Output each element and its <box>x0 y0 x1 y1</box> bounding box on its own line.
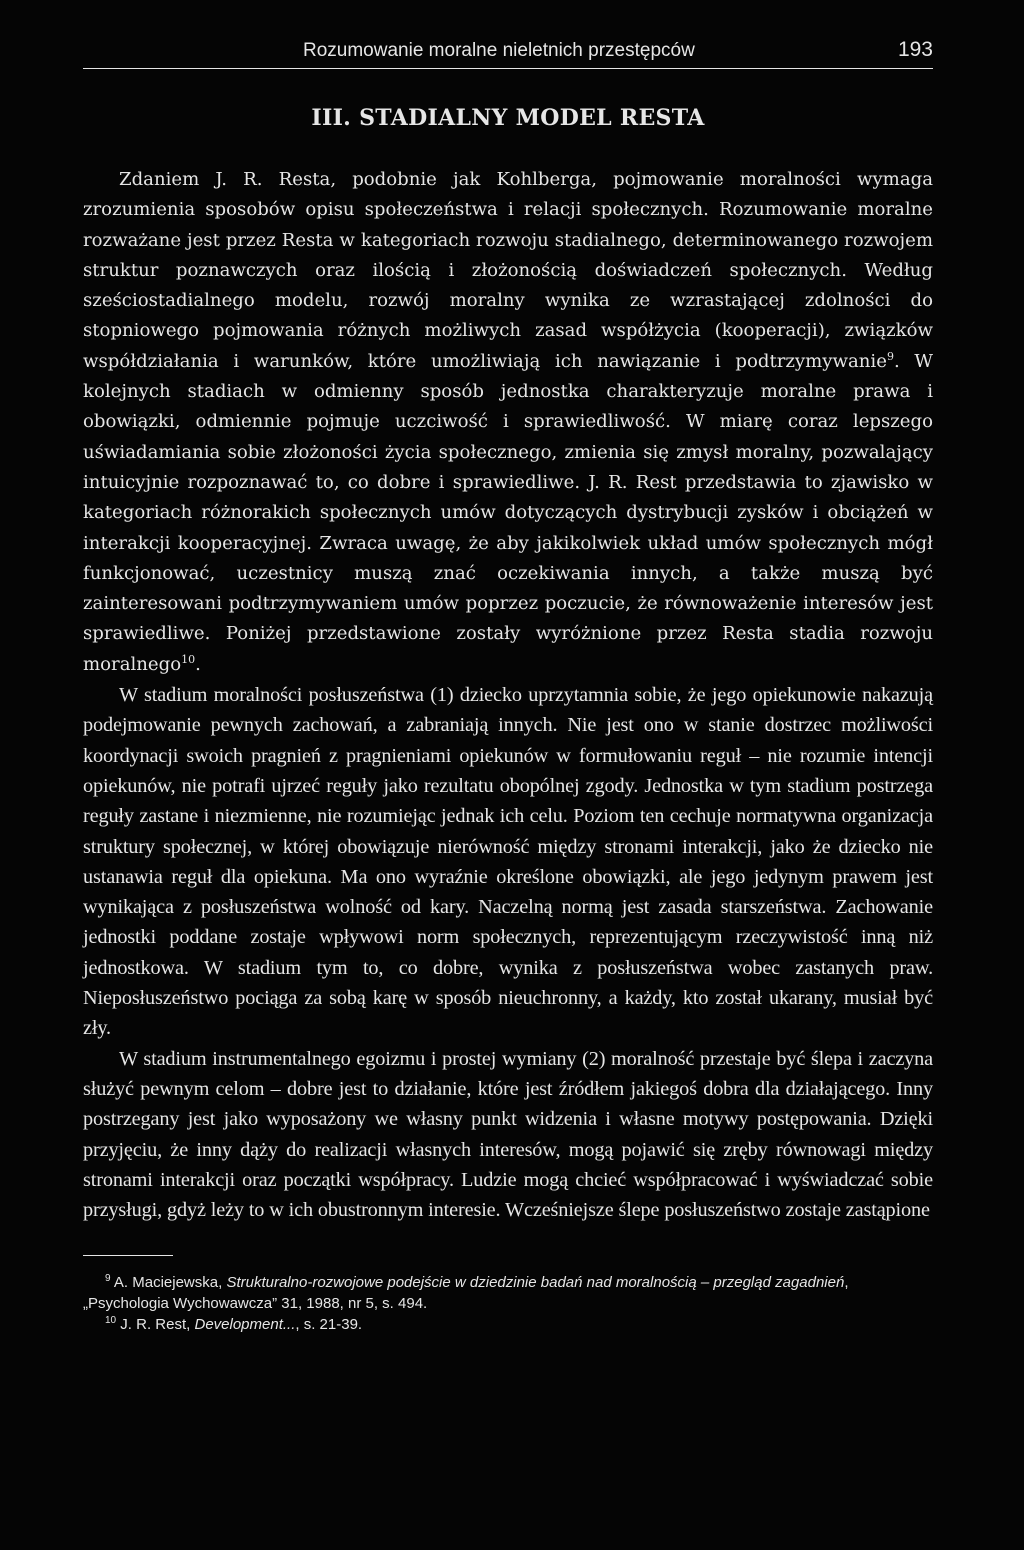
footnote-9 <box>83 1272 933 1314</box>
footnote-source: , s. 21-39. <box>295 1316 363 1334</box>
footnote-source: , „Psychologia Wychowawcza” 31, 1988, nr 5, s. 494. <box>83 1274 849 1313</box>
footnote-author: J. R. Rest, <box>120 1316 195 1334</box>
footnote-author: A. Maciejewska, <box>113 1274 227 1292</box>
paragraph-1-part-2: . W kolejnych stadiach w odmienny sposób jednostka charakteryzuje moralne prawa i obowiązki, odmiennie pojmuje uczciwość i sprawiedliwość. W miarę coraz lepszego uświadamiania sobie złożoności życia społecznego, zmienia się zmysł moralny, pozwalający intuicyjnie rozpoznawać to, co dobre i sprawiedliwe. J. R. Rest przedstawia to zjawisko w kategoriach różnorakich społecznych umów dotyczących dystrybucji zysków i obciążeń w interakcji kooperacyjnej. Zwraca uwagę, że aby jakikolwiek układ umów społecznych mógł funkcjonować, uczestnicy muszą znać oczekiwania innych, a także muszą być zainteresowani podtrzymywaniem umów poprzez poczucie, że równoważenie interesów jest sprawiedliwe. Poniżej przedstawione zostały wyróżnione przez Resta stadia rozwoju moralnego <box>83 350 933 675</box>
running-title: Rozumowanie moralne nieletnich przestępców <box>303 40 695 61</box>
paragraph-1-part-3: . <box>195 653 201 675</box>
footnote-ref-10: 10 <box>181 652 196 666</box>
paragraph-1-part-1: Zdaniem J. R. Resta, podobnie jak Kohlberga, pojmowanie moralności wymaga zrozumienia sposobów opisu społeczeństwa i relacji społecznych. Rozumowanie moralne rozważane jest przez Resta w kategoriach rozwoju stadialnego, determinowanego rozwojem struktur poznawczych oraz ilością i złożonością doświadczeń społecznych. Według sześciostadialnego modelu, rozwój moralny wynika ze wzrastającej zdolności do stopniowego pojmowania różnych możliwych zasad współżycia (kooperacji), związków współdziałania i warunków, które umożliwiają ich nawiązanie i podtrzymywanie <box>83 169 933 372</box>
footnote-ref-9: 9 <box>886 349 894 363</box>
footnote-number: 9 <box>105 1273 111 1285</box>
paragraph-2: W stadium moralności posłuszeństwa (1) dziecko uprzytamnia sobie, że jego opiekunowie nakazują podejmowanie pewnych zachowań, a zabraniają innych. Nie jest ono w stanie dostrzec możliwości koordynacji swoich pragnień z pragnieniami opiekunów w formułowaniu reguł – nie rozumie intencji opiekunów, nie potrafi ujrzeć reguły jako rezultatu obopólnej zgody. Jednostka w tym stadium postrzega reguły zastane i niezmienne, nie rozumiejąc jednak ich celu. Poziom ten cechuje normatywna organizacja struktury społecznej, w której obowiązuje nierówność między stronami interakcji, jako że dziecko nie ustanawia reguł dla opiekuna. Ma ono wyraźnie określone obowiązki, ale jego jedynym prawem jest wynikająca z posłuszeństwa wolność od kary. Naczelną normą jest zasada starszeństwa. Zachowanie jednostki poddane zostaje wpływowi norm społecznych, reprezentującym rzeczywistość inną niż jednostkowa. W stadium tym to, co dobre, wynika z posłuszeństwa wobec zastanych praw. Nieposłuszeństwo pociąga za sobą karę w sposób nieuchronny, a każdy, kto został ukarany, musiał być zły. <box>83 684 933 1040</box>
paragraph-1 <box>83 165 933 680</box>
footnote-divider <box>83 1255 173 1256</box>
footnote-10 <box>83 1314 933 1335</box>
footnote-number: 10 <box>105 1315 117 1327</box>
page <box>83 38 933 1335</box>
body-text <box>83 165 933 1225</box>
page-number: 193 <box>897 38 933 61</box>
footnotes <box>83 1272 933 1335</box>
footnote-title: Development... <box>194 1316 296 1334</box>
footnote-title: Strukturalno-rozwojowe podejście w dziedzinie badań nad moralnością – przegląd zagadnień <box>226 1274 845 1292</box>
section-title: III. STADIALNY MODEL RESTA <box>311 105 705 131</box>
running-header <box>83 38 933 69</box>
paragraph-3: W stadium instrumentalnego egoizmu i prostej wymiany (2) moralność przestaje być ślepa i zaczyna służyć pewnym celom – dobre jest to działanie, które jest źródłem jakiegoś dobra dla działającego. Inny postrzegany jest jako wyposażony we własny punkt widzenia i własne motywy postępowania. Dzięki przyjęciu, że inny dąży do realizacji własnych interesów, mogą pojawić się zręby równowagi między stronami interakcji oraz początki współpracy. Ludzie mogą chcieć współpracować i wyświadczać sobie przysługi, gdyż leży to w ich obustronnym interesie. Wcześniejsze ślepe posłuszeństwo zostaje zastąpione <box>83 1047 933 1222</box>
